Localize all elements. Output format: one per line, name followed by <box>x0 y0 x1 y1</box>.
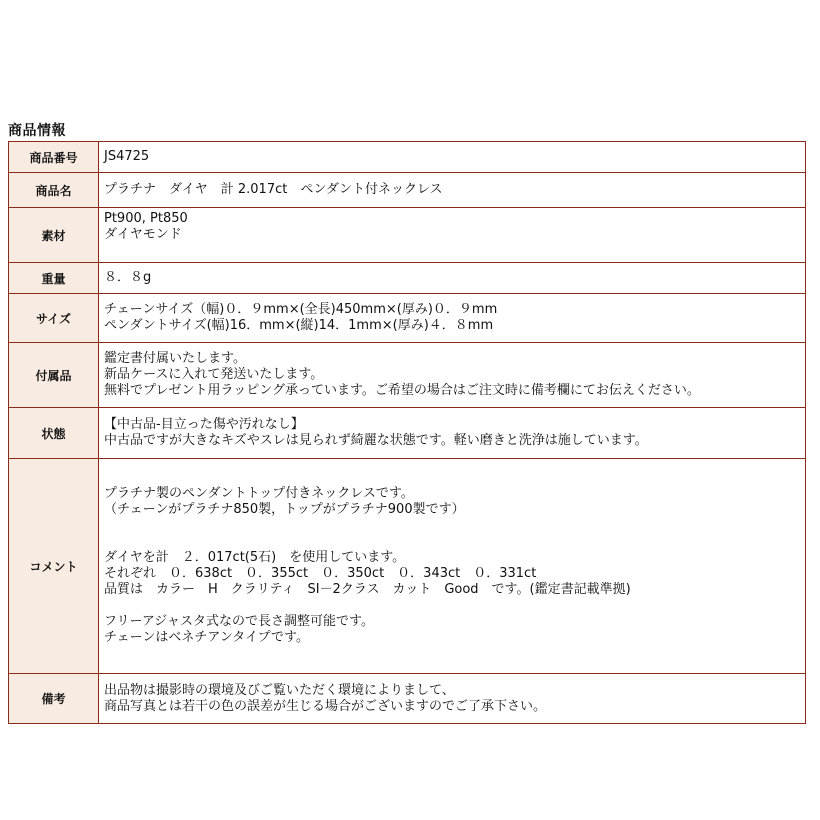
value-line: ペンダントサイズ(幅)16．mm×(縦)14．1mm×(厚み)４．８mm <box>104 318 494 333</box>
label-size: サイズ <box>9 294 99 343</box>
value-weight <box>99 263 806 294</box>
row-material <box>9 208 806 263</box>
value-line: プラチナ ダイヤ 計 2.017ct ペンダント付ネックレス <box>104 182 443 197</box>
label-comment: コメント <box>9 459 99 674</box>
blank-line <box>104 598 800 614</box>
value-line: それぞれ ０．638ct ０．355ct ０．350ct ０．343ct ０．331ct <box>104 566 537 581</box>
value-size <box>99 294 806 343</box>
row-item-number <box>9 142 806 173</box>
value-line: 【中古品-目立った傷や汚れなし】 <box>104 417 304 432</box>
label-weight: 重量 <box>9 263 99 294</box>
row-item-name <box>9 173 806 208</box>
value-line: 品質は カラー H クラリティ SI－2クラス カット Good です。(鑑定書記載準拠) <box>104 582 631 597</box>
value-line: 商品写真とは若干の色の誤差が生じる場合がございますのでご了承下さい。 <box>104 698 547 714</box>
label-item-number: 商品番号 <box>9 142 99 173</box>
value-line: フリーアジャスタ式なので長さ調整可能です。 <box>104 614 375 629</box>
value-item-name <box>99 173 806 208</box>
value-line: チェーンはベネチアンタイプです。 <box>104 630 310 645</box>
value-line: チェーンサイズ（幅)０．９mm×(全長)450mm×(厚み)０．９mm <box>104 302 498 317</box>
value-line: プラチナ製のペンダントトップ付きネックレスです。 <box>104 486 414 501</box>
value-line: 無料でプレゼント用ラッピング承っています。ご希望の場合はご注文時に備考欄にてお伝えください。 <box>104 383 700 398</box>
blank-line <box>104 518 800 534</box>
label-accessories: 付属品 <box>9 343 99 408</box>
value-item-number <box>99 142 806 173</box>
value-comment <box>99 459 806 674</box>
product-info-table <box>8 141 806 724</box>
label-remarks: 備考 <box>9 674 99 724</box>
value-line: ８．８g <box>104 270 152 285</box>
value-material <box>99 208 806 263</box>
value-condition <box>99 408 806 459</box>
value-remarks <box>99 674 806 724</box>
value-line: （チェーンがプラチナ850製，トップがプラチナ900製です） <box>104 502 465 517</box>
section-title: 商品情報 <box>8 123 66 139</box>
blank-line <box>104 534 800 550</box>
value-line: ダイヤを計 ２．017ct(5石) を使用しています。 <box>104 550 406 565</box>
row-comment <box>9 459 806 674</box>
value-line: 中古品ですが大きなキズやスレは見られず綺麗な状態です。軽い磨きと洗浄は施しています。 <box>104 433 648 448</box>
row-condition <box>9 408 806 459</box>
row-accessories <box>9 343 806 408</box>
label-material: 素材 <box>9 208 99 263</box>
row-weight <box>9 263 806 294</box>
value-line: ダイヤモンド <box>104 227 182 242</box>
row-size <box>9 294 806 343</box>
value-line: JS4725 <box>104 149 150 164</box>
label-item-name: 商品名 <box>9 173 99 208</box>
value-line: 鑑定書付属いたします。 <box>104 351 246 366</box>
row-remarks <box>9 674 806 724</box>
value-line: 新品ケースに入れて発送いたします。 <box>104 367 324 382</box>
value-accessories <box>99 343 806 408</box>
value-line: Pt900, Pt850 <box>104 211 188 226</box>
value-line: 出品物は撮影時の環境及びご覧いただく環境によりまして、 <box>104 682 455 698</box>
label-condition: 状態 <box>9 408 99 459</box>
